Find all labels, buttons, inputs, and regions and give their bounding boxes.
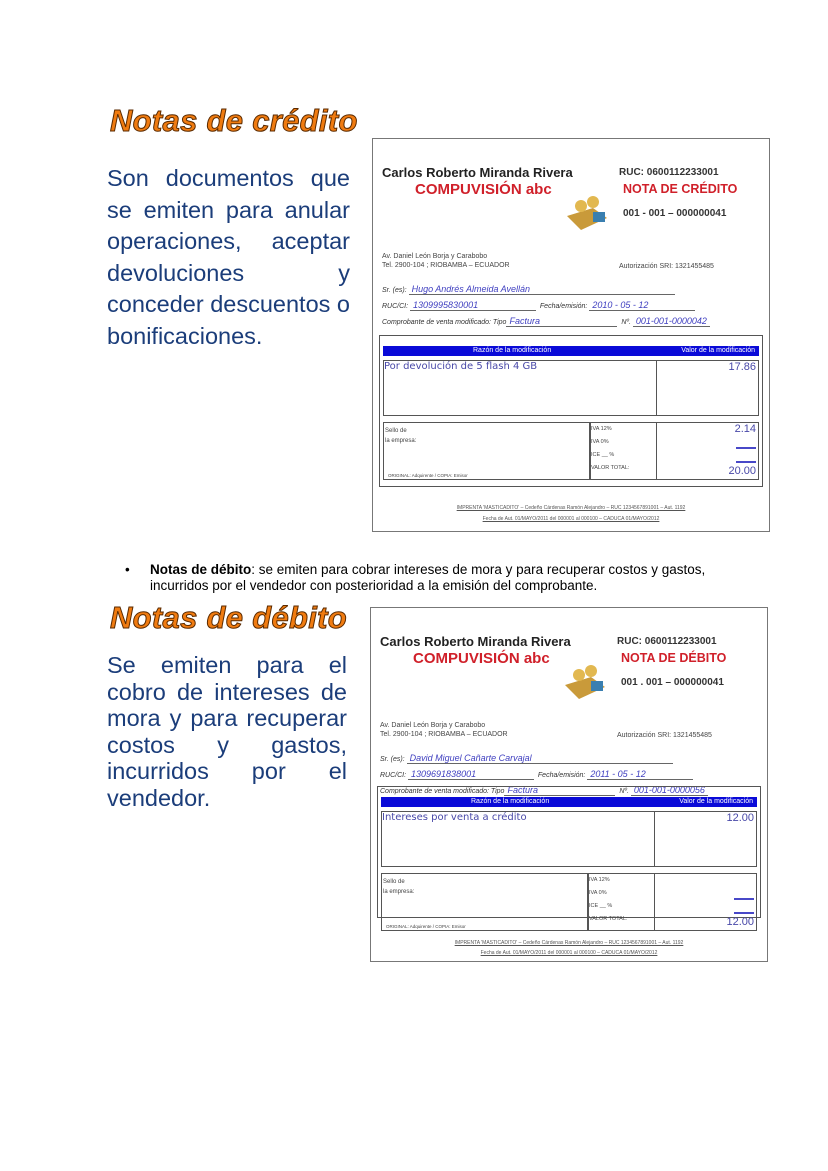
client-ruc-value: 1309691838001 (408, 769, 534, 780)
tax-values-cell (654, 873, 757, 931)
value-amount: 12.00 (726, 812, 754, 824)
issuer-address (380, 721, 508, 739)
sri-authorization: Autorización SRI: 1321455485 (619, 263, 714, 270)
brand-name: COMPUVISIÓN abc (413, 650, 550, 667)
client-value: David Miguel Cañarte Carvajal (407, 753, 673, 764)
client-field (380, 753, 673, 764)
tax-labels-cell (590, 422, 657, 480)
table-header (381, 797, 757, 807)
company-label: la empresa: (383, 889, 415, 895)
issuer-address (382, 252, 510, 270)
voucher-type-value: Factura (504, 785, 615, 796)
seal-cell (381, 873, 588, 931)
total-value: 20.00 (728, 465, 756, 477)
total-label: VALOR TOTAL: (591, 465, 630, 471)
date-value: 2010 - 05 - 12 (589, 300, 695, 311)
copy-note: ORIGINAL: Adquirente / COPIA: Emisor (386, 924, 466, 929)
reason-text: Por devolución de 5 flash 4 GB (384, 361, 538, 372)
document-type: NOTA DE DÉBITO (621, 651, 727, 665)
total-label: VALOR TOTAL: (589, 916, 628, 922)
sri-authorization: Autorización SRI: 1321455485 (617, 732, 712, 739)
value-amount: 17.86 (728, 361, 756, 373)
client-ruc-value: 1309995830001 (410, 300, 536, 311)
debit-description: Se emiten para el cobro de intereses de mora y para recuperar costos y gastos, incurridos por el vendedor. (107, 652, 347, 811)
voucher-label: Comprobante de venta modificado: Tipo (382, 319, 507, 326)
printer-footer: IMPRENTA 'MASTICADITO' – Cedeño Cárdenas Ramón Alejandro – RUC 1234567891001 – Aut. 1192 (456, 505, 686, 511)
client-field (382, 284, 675, 295)
printer-validity-footer: Fecha de Aut. 01/MAYO/2011 del 000001 al 000100 – CADUCA 01/MAYO/2012 (480, 950, 658, 956)
ice-label: ICE __ % (589, 903, 613, 909)
client-ruc-field (382, 300, 695, 311)
voucher-type-value: Factura (506, 316, 617, 327)
seal-label: Sello de (383, 879, 405, 885)
client-label: Sr. (es): (382, 287, 407, 294)
date-label: Fecha/emisión: (537, 772, 586, 779)
voucher-number-label: Nº. (619, 788, 629, 795)
date-label: Fecha/emisión: (539, 303, 588, 310)
voucher-field (382, 316, 710, 327)
voucher-label: Comprobante de venta modificado: Tipo (380, 788, 505, 795)
issuer-ruc: RUC: 0600112233001 (617, 636, 717, 647)
ice-blank (736, 461, 756, 463)
modification-table (379, 335, 763, 487)
ice-label: ICE __ % (591, 452, 615, 458)
iva0-label: IVA 0% (589, 890, 607, 896)
tax-labels-cell (588, 873, 655, 931)
debit-title: Notas de débito (110, 600, 348, 635)
total-value: 12.00 (726, 916, 754, 928)
reason-cell (381, 811, 655, 867)
date-value: 2011 - 05 - 12 (587, 769, 693, 780)
bullet-icon: • (125, 562, 130, 577)
client-label: Sr. (es): (380, 756, 405, 763)
reason-header: Razón de la modificación (473, 347, 552, 354)
client-ruc-field (380, 769, 693, 780)
iva0-blank (736, 447, 756, 449)
phone-city-line: Tel. 2900-104 ; RIOBAMBA – ECUADOR (382, 262, 510, 269)
issuer-name: Carlos Roberto Miranda Rivera (380, 634, 571, 649)
debit-bullet (125, 562, 745, 594)
iva12-label: IVA 12% (589, 877, 610, 883)
brand-name: COMPUVISIÓN abc (415, 181, 552, 198)
issuer-ruc: RUC: 0600112233001 (619, 167, 719, 178)
value-header: Valor de la modificación (681, 347, 755, 354)
document-type: NOTA DE CRÉDITO (623, 182, 738, 196)
phone-city-line: Tel. 2900-104 ; RIOBAMBA – ECUADOR (380, 731, 508, 738)
value-cell (654, 811, 757, 867)
address-line: Av. Daniel León Borja y Carabobo (380, 722, 486, 729)
document-number: 001 - 001 – 000000041 (623, 208, 727, 219)
iva0-blank (734, 898, 754, 900)
seal-cell (383, 422, 590, 480)
reason-text: Intereses por venta a crédito (382, 812, 527, 823)
copy-note: ORIGINAL: Adquirente / COPIA: Emisor (388, 473, 468, 478)
reason-header: Razón de la modificación (471, 798, 550, 805)
iva12-value: 2.14 (734, 423, 756, 435)
ruc-label: RUC/CI: (382, 303, 409, 310)
reason-cell (383, 360, 657, 416)
voucher-number-label: Nº. (621, 319, 631, 326)
address-line: Av. Daniel León Borja y Carabobo (382, 253, 488, 260)
credit-description: Son documentos que se emiten para anular operaciones, aceptar devoluciones y conceder descuentos o bonificaciones. (107, 165, 350, 349)
document-number: 001 . 001 – 000000041 (621, 677, 724, 688)
value-header: Valor de la modificación (679, 798, 753, 805)
ice-blank (734, 912, 754, 914)
voucher-number-value: 001-001-0000056 (631, 785, 708, 796)
iva0-label: IVA 0% (591, 439, 609, 445)
printer-validity-footer: Fecha de Aut. 01/MAYO/2011 del 000001 al 000100 – CADUCA 01/MAYO/2012 (482, 516, 660, 522)
ruc-label: RUC/CI: (380, 772, 407, 779)
client-value: Hugo Andrés Almeida Avellán (409, 284, 675, 295)
company-label: la empresa: (385, 438, 417, 444)
computer-people-logo-icon (561, 663, 609, 703)
value-cell (656, 360, 759, 416)
bullet-text: : se emiten para cobrar intereses de mora y para recuperar costos y gastos, incurridos por el vendedor con posterioridad a la emisión del comprobante. (150, 562, 706, 593)
table-header (383, 346, 759, 356)
seal-label: Sello de (385, 428, 407, 434)
modification-table (377, 786, 761, 929)
credit-note-document (372, 138, 770, 532)
issuer-name: Carlos Roberto Miranda Rivera (382, 165, 573, 180)
bullet-term: Notas de débito (150, 562, 252, 577)
credit-title: Notas de crédito (110, 103, 358, 138)
iva12-label: IVA 12% (591, 426, 612, 432)
computer-people-logo-icon (563, 194, 611, 234)
voucher-number-value: 001-001-0000042 (633, 316, 710, 327)
tax-values-cell (656, 422, 759, 480)
printer-footer: IMPRENTA 'MASTICADITO' – Cedeño Cárdenas Ramón Alejandro – RUC 1234567891001 – Aut. 1192 (454, 940, 684, 946)
debit-note-document (370, 607, 768, 962)
